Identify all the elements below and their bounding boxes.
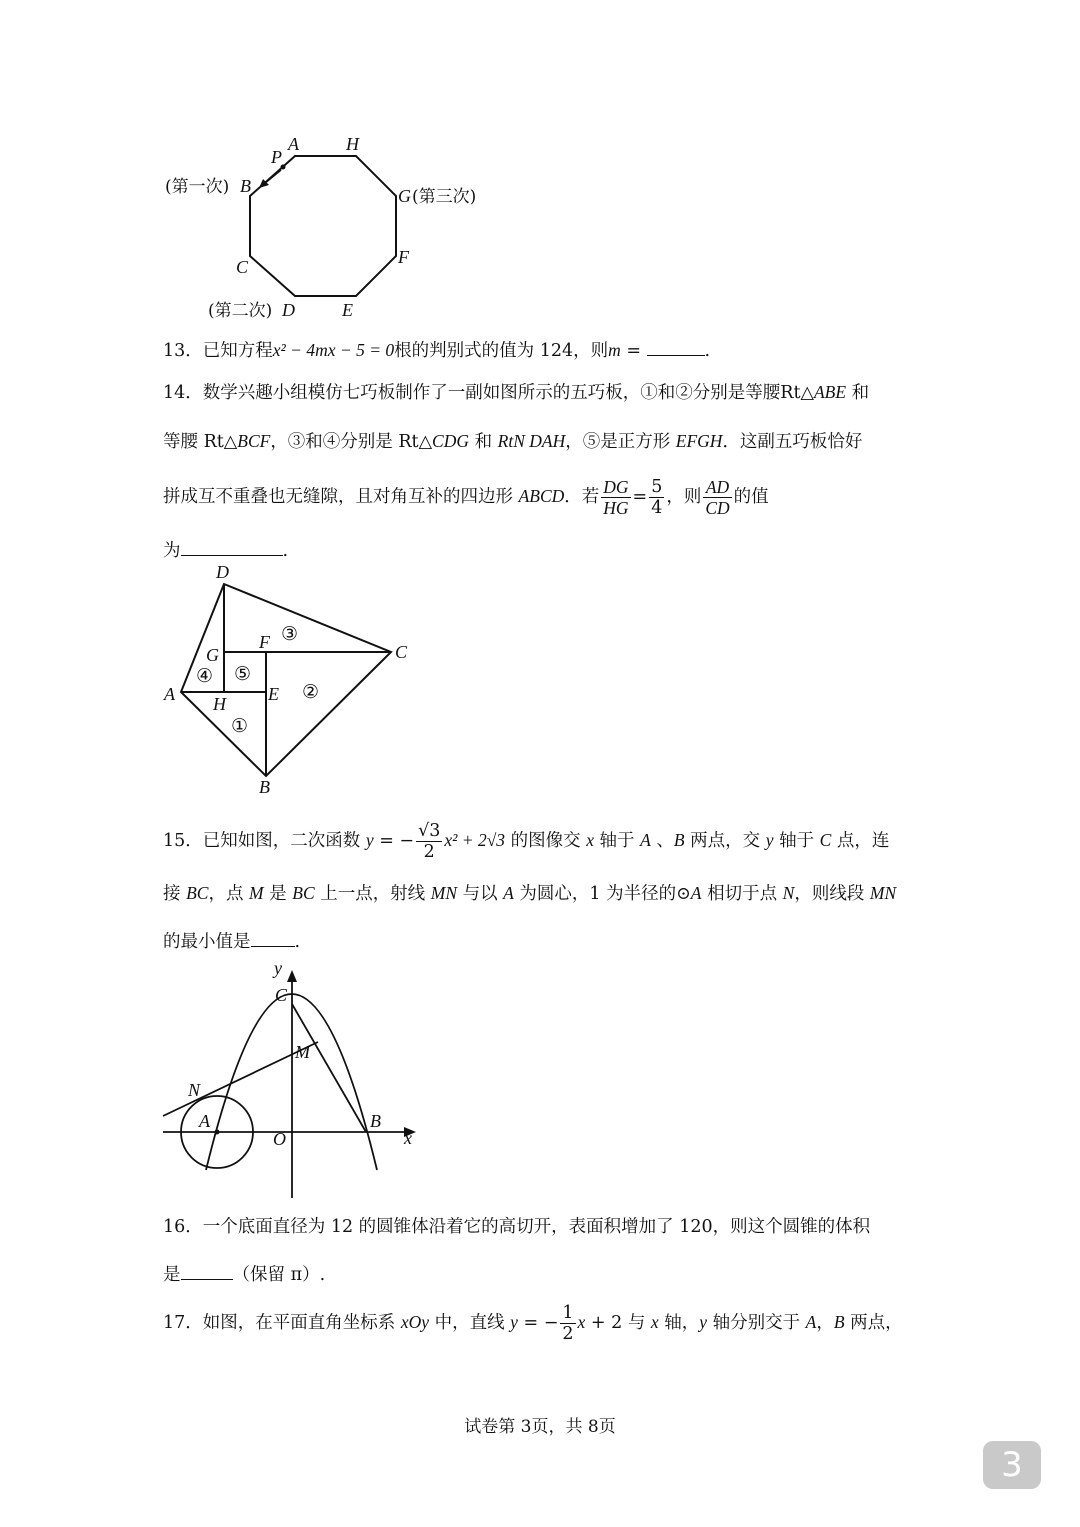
y-axis-arrow-icon xyxy=(287,970,297,982)
label-H: H xyxy=(213,694,226,714)
label-C: C xyxy=(236,257,249,277)
label-F: F xyxy=(398,247,409,267)
q16-line-1: 16．一个底面直径为 12 的圆锥体沿着它的高切开，表面积增加了 120，则这个圆锥的体积 xyxy=(163,1217,871,1237)
figure-parabola xyxy=(158,958,423,1203)
question-16 xyxy=(163,1203,923,1299)
label-O: O xyxy=(273,1129,286,1149)
fraction-ad-cd: $\frac{AD}{CD}$ xyxy=(705,477,730,518)
label-y: y xyxy=(274,958,282,978)
label-second: (第二次) xyxy=(208,301,273,321)
label-B: B xyxy=(370,1111,381,1131)
label-E: E xyxy=(342,300,353,320)
label-H: H xyxy=(346,134,359,154)
label-region-1: ① xyxy=(231,715,249,737)
label-D: D xyxy=(282,300,295,320)
answer-blank-15[interactable] xyxy=(251,924,295,947)
figure-octagon xyxy=(160,130,500,325)
label-M: M xyxy=(295,1042,310,1062)
answer-blank-13[interactable] xyxy=(647,333,705,356)
label-E: E xyxy=(268,684,279,704)
page-number-badge: 3 xyxy=(983,1441,1041,1489)
label-B: B xyxy=(259,777,270,797)
label-first: (第一次) xyxy=(165,177,230,197)
label-x: x xyxy=(404,1128,412,1148)
q14-line-4: 为 . xyxy=(163,527,923,575)
label-G: G xyxy=(398,186,411,206)
q16-line-2: 是 （保留 π）. xyxy=(163,1251,923,1299)
arrow-shaft xyxy=(264,170,281,184)
label-region-3: ③ xyxy=(281,623,299,645)
answer-blank-14[interactable] xyxy=(181,533,283,556)
label-F: F xyxy=(259,632,270,652)
figure-kite xyxy=(158,560,428,805)
question-14 xyxy=(163,368,923,575)
label-P: P xyxy=(271,147,282,167)
q15-line-2: 接 BC，点 M 是 BC 上一点，射线 MN 与以 A 为圆心，1 为半径的⊙A 相切于点 N，则线段 MN xyxy=(163,883,897,904)
label-B: B xyxy=(240,176,251,196)
label-A: A xyxy=(199,1111,210,1131)
fraction-1-2: $\frac{1}{2}$ xyxy=(562,1303,574,1344)
label-C: C xyxy=(275,985,288,1005)
label-D: D xyxy=(216,562,229,582)
fraction-5-4: $\frac{5}{4}$ xyxy=(651,477,663,518)
segment-bc xyxy=(292,1004,366,1132)
label-region-2: ② xyxy=(302,681,320,703)
label-G: G xyxy=(206,645,219,665)
label-third: (第三次) xyxy=(412,187,477,207)
fraction-dg-hg: $\frac{DG}{HG}$ xyxy=(603,477,629,518)
label-A: A xyxy=(288,134,299,154)
q15-line-1: 15．已知如图，二次函数 y = − $\frac{√3}{2}$ x² + 2√3 的图像交 x 轴于 A 、B 两点，交 y 轴于 C 点，连 xyxy=(163,821,890,862)
label-region-5: ⑤ xyxy=(234,663,252,685)
label-A: A xyxy=(164,684,175,704)
question-13: 13．已知方程x² − 4mx − 5 = 0根的判别式的值为 124，则m = . xyxy=(163,326,923,375)
q14-line-2: 等腰 Rt△BCF，③和④分别是 Rt△CDG 和 RtN DAH，⑤是正方形 EFGH．这副五巧板恰好 xyxy=(163,431,863,452)
label-C: C xyxy=(395,642,408,662)
answer-blank-16[interactable] xyxy=(181,1257,233,1280)
fraction-sqrt3-2: $\frac{√3}{2}$ xyxy=(418,821,441,862)
q15-line-3: 的最小值是 . xyxy=(163,918,923,966)
q14-line-3: 拼成互不重叠也无缝隙，且对角互补的四边形 ABCD．若 $\frac{DG}{HG}$ = $\frac{5}{4}$ ，则 $\frac{AD}{CD}$ 的值 xyxy=(163,477,769,518)
center-a-dot xyxy=(215,1130,220,1135)
page-footer: 试卷第 3页，共 8页 xyxy=(464,1417,616,1437)
q14-line-1: 14．数学兴趣小组模仿七巧板制作了一副如图所示的五巧板，①和②分别是等腰Rt△ABE 和 xyxy=(163,382,870,403)
question-15 xyxy=(163,812,923,966)
label-N: N xyxy=(188,1080,201,1100)
label-region-4: ④ xyxy=(196,665,214,687)
question-17: 17．如图，在平面直角坐标系 xOy 中，直线 y = − $\frac{1}{2}$ x + 2 与 x 轴，y 轴分别交于 A，B 两点， xyxy=(163,1303,903,1344)
